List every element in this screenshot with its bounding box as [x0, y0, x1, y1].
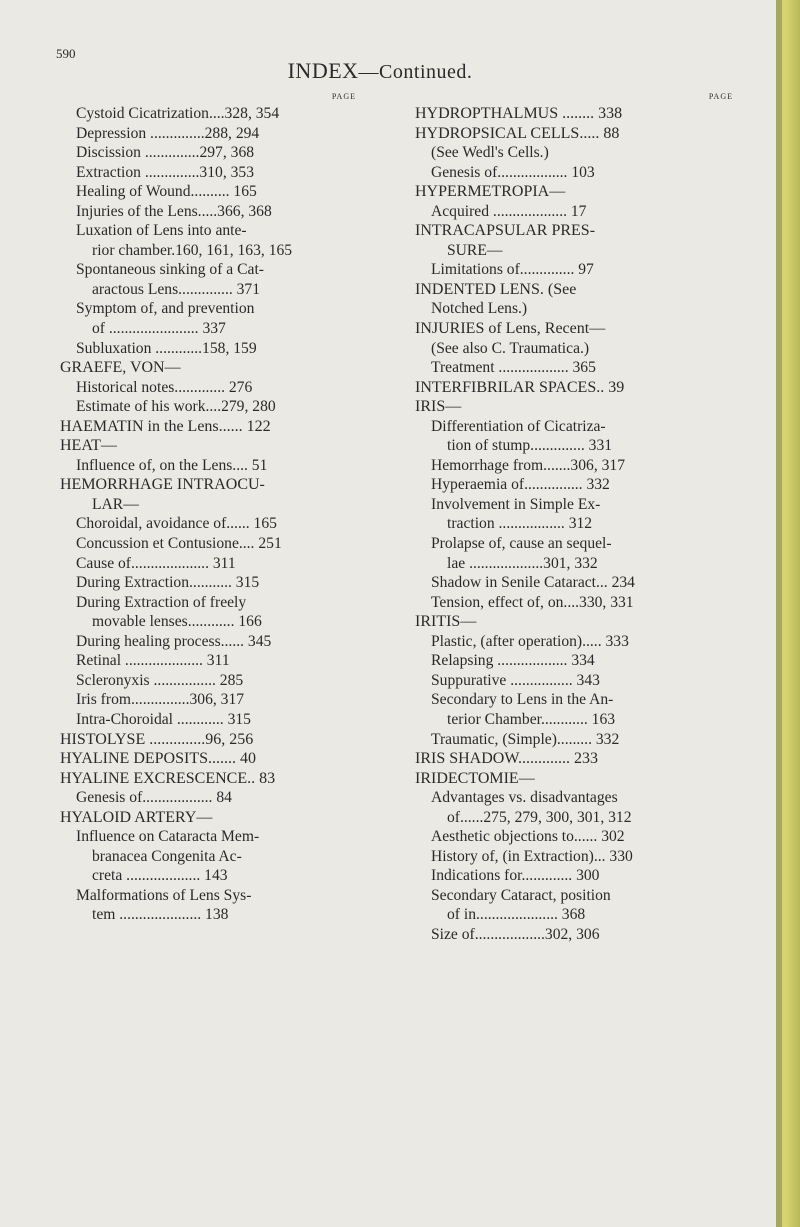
index-entry: During healing process...... 345 — [76, 632, 272, 650]
index-entry: of ....................... 337 — [92, 320, 226, 338]
index-entry: (See also C. Traumatica.) — [431, 339, 590, 357]
index-entry: IRIS— — [415, 398, 462, 416]
right-entries — [415, 104, 715, 945]
index-entry: IRITIS— — [415, 613, 477, 631]
index-entry: Tension, effect of, on....330, 331 — [431, 593, 634, 611]
index-entry: of......275, 279, 300, 301, 312 — [447, 808, 632, 826]
index-entry: Limitations of.............. 97 — [431, 261, 594, 279]
index-entry: rior chamber.160, 161, 163, 165 — [92, 241, 293, 259]
index-entry: Spontaneous sinking of a Cat- — [76, 261, 264, 279]
index-entry: Advantages vs. disadvantages — [431, 789, 618, 807]
index-entry: During Extraction........... 315 — [76, 574, 260, 592]
index-entry: Influence of, on the Lens.... 51 — [76, 456, 268, 474]
index-entry: Differentiation of Cicatriza- — [431, 417, 606, 435]
index-entry: Depression ..............288, 294 — [76, 124, 260, 142]
index-entry: Estimate of his work....279, 280 — [76, 398, 276, 416]
index-entry: HAEMATIN in the Lens...... 122 — [60, 417, 271, 435]
index-entry: (See Wedl's Cells.) — [431, 144, 549, 162]
page-column-header-left: PAGE — [331, 92, 356, 101]
index-entry: INJURIES of Lens, Recent— — [415, 320, 606, 338]
index-entry: branacea Congenita Ac- — [92, 847, 242, 865]
index-entry: HYALINE EXCRESCENCE.. 83 — [60, 769, 276, 787]
index-entry: INTERFIBRILAR SPACES.. 39 — [415, 378, 625, 396]
index-entry: Involvement in Simple Ex- — [431, 495, 601, 513]
index-entry: HYDROPSICAL CELLS..... 88 — [415, 124, 620, 142]
index-entry: Plastic, (after operation)..... 333 — [431, 632, 629, 650]
index-entry: HEAT— — [60, 437, 117, 455]
index-entry: INTRACAPSULAR PRES- — [415, 222, 596, 240]
index-entry: Extraction ..............310, 353 — [76, 163, 255, 181]
page-column-header-right: PAGE — [708, 92, 733, 101]
index-entry: of in..................... 368 — [447, 906, 586, 924]
index-entry: traction ................. 312 — [447, 515, 593, 533]
index-entry: Relapsing .................. 334 — [431, 652, 595, 670]
index-entry: LAR— — [92, 495, 139, 513]
index-entry: Secondary to Lens in the An- — [431, 691, 614, 709]
index-entry: HYDROPTHALMUS ........ 338 — [415, 105, 623, 122]
index-entry: tem ..................... 138 — [92, 906, 229, 924]
title-main: INDEX — [287, 58, 359, 83]
index-entry: Prolapse of, cause an sequel- — [431, 535, 612, 553]
index-entry: Secondary Cataract, position — [431, 886, 611, 904]
title-continued: —Continued. — [358, 61, 473, 83]
index-entry: Malformations of Lens Sys- — [76, 886, 252, 904]
index-entry: SURE— — [447, 241, 503, 259]
index-entry: Cause of.................... 311 — [76, 554, 236, 572]
index-entry: Symptom of, and prevention — [76, 300, 255, 318]
index-entry: Suppurative ................ 343 — [431, 671, 600, 689]
index-entry: Genesis of.................. 84 — [76, 789, 232, 807]
index-entry: HISTOLYSE ..............96, 256 — [60, 730, 254, 748]
index-entry: aractous Lens.............. 371 — [92, 280, 261, 298]
index-entry: Traumatic, (Simple)......... 332 — [431, 730, 620, 748]
index-entry: Discission ..............297, 368 — [76, 144, 255, 162]
index-entry: terior Chamber............ 163 — [447, 710, 616, 728]
index-entry: INDENTED LENS. (See — [415, 280, 577, 298]
index-entry: HEMORRHAGE INTRAOCU- — [60, 476, 265, 494]
index-entry: Scleronyxis ................ 285 — [76, 671, 244, 689]
index-entry: lae ...................301, 332 — [447, 554, 598, 572]
left-entries — [60, 104, 360, 925]
index-entry: Indications for............. 300 — [431, 867, 600, 885]
index-entry: Hyperaemia of............... 332 — [431, 476, 610, 494]
index-entry: HYPERMETROPIA— — [415, 183, 566, 201]
index-entry: Iris from...............306, 317 — [76, 691, 245, 709]
index-entry: Acquired ................... 17 — [431, 202, 587, 220]
index-entry: History of, (in Extraction)... 330 — [431, 847, 633, 865]
index-entry: tion of stump.............. 331 — [447, 437, 613, 455]
index-entry: Cystoid Cicatrization....328, 354 — [76, 105, 280, 122]
index-entry: Luxation of Lens into ante- — [76, 222, 247, 240]
index-entry: Concussion et Contusione.... 251 — [76, 535, 282, 553]
index-entry: movable lenses............ 166 — [92, 613, 262, 631]
index-entry: Treatment .................. 365 — [431, 359, 596, 377]
index-entry: Healing of Wound.......... 165 — [76, 183, 257, 201]
index-entry: Influence on Cataracta Mem- — [76, 828, 260, 846]
index-entry: HYALINE DEPOSITS....... 40 — [60, 750, 256, 768]
index-entry: Genesis of.................. 103 — [431, 163, 595, 181]
book-edge-strip — [776, 0, 800, 1227]
index-entry: GRAEFE, VON— — [60, 359, 181, 377]
index-entry: Hemorrhage from.......306, 317 — [431, 456, 626, 474]
page-number: 590 — [56, 46, 76, 61]
index-entry: IRIDECTOMIE— — [415, 769, 535, 787]
index-entry: Historical notes............. 276 — [76, 378, 253, 396]
index-entry: Size of..................302, 306 — [431, 925, 600, 943]
index-entry: Aesthetic objections to...... 302 — [431, 828, 625, 846]
index-entry: IRIS SHADOW............. 233 — [415, 750, 598, 768]
index-entry: Retinal .................... 311 — [76, 652, 230, 670]
index-entry: creta ................... 143 — [92, 867, 228, 885]
index-entry: Injuries of the Lens.....366, 368 — [76, 202, 272, 220]
index-entry: During Extraction of freely — [76, 593, 247, 611]
index-entry: Notched Lens.) — [431, 300, 528, 318]
page-title — [0, 58, 760, 84]
index-entry: Subluxation ............158, 159 — [76, 339, 257, 357]
index-entry: Choroidal, avoidance of...... 165 — [76, 515, 277, 533]
index-entry: Intra-Choroidal ............ 315 — [76, 710, 251, 728]
index-entry: HYALOID ARTERY— — [60, 808, 213, 826]
index-entry: Shadow in Senile Cataract... 234 — [431, 574, 635, 592]
